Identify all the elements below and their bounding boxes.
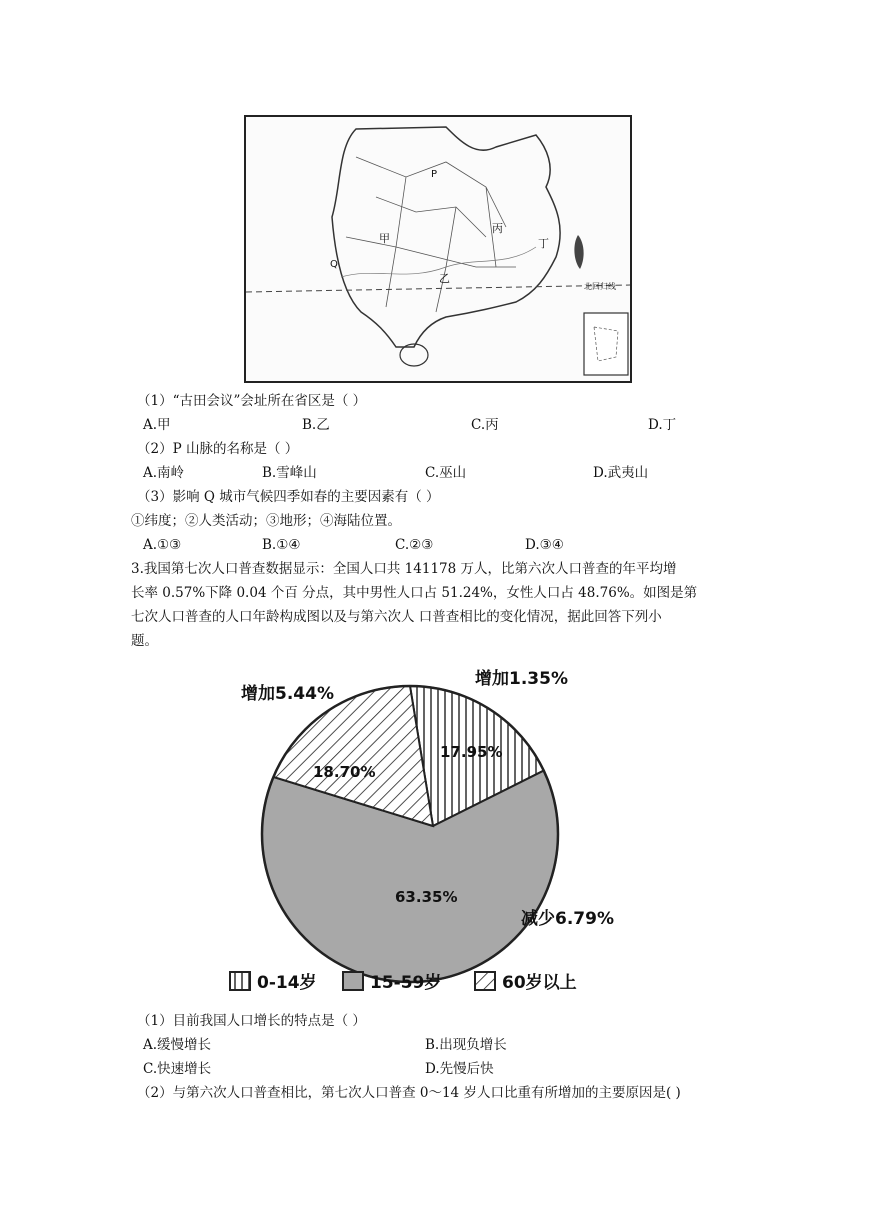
map-label-q: Q: [330, 259, 338, 270]
q2-2-option-b: B.雪峰山: [262, 465, 317, 481]
q2-1-option-d: D.丁: [648, 417, 677, 433]
map-label-jia: 甲: [379, 232, 390, 245]
q3-2-stem: （2）与第六次人口普查相比，第七次人口普查 0～14 岁人口比重有所增加的主要原因是( ): [137, 1085, 681, 1101]
pie-change-label-0: 增加1.35%: [475, 669, 568, 689]
q2-3-option-c: C.②③: [395, 537, 434, 553]
legend-swatch-1: [343, 972, 363, 990]
q3-intro-line-2: 长率 0.57%下降 0.04 个百 分点，其中男性人口占 51.24%，女性人口占 48.76%。如图是第: [131, 585, 698, 601]
legend-swatch-0: [230, 972, 250, 990]
q2-1-option-a: A.甲: [143, 417, 171, 433]
q2-2-option-c: C.巫山: [425, 465, 467, 481]
pie-svg: [225, 662, 645, 1002]
pie-change-label-1: 减少6.79%: [521, 909, 614, 929]
q2-3-option-a: A.①③: [143, 537, 182, 553]
south-sea-inset: [584, 313, 628, 375]
q2-3-stem: （3）影响 Q 城市气候四季如春的主要因素有（ ）: [137, 489, 440, 505]
q2-1-stem: （1）“古田会议”会址所在省区是（ ）: [137, 393, 367, 409]
taiwan-island: [574, 235, 583, 269]
pie-value-label-0: 17.95%: [440, 743, 503, 761]
map-label-yi: 乙: [439, 272, 450, 285]
q2-3-option-b: B.①④: [262, 537, 301, 553]
q2-2-stem: （2）P 山脉的名称是（ ）: [137, 441, 299, 457]
q2-1-option-c: C.丙: [471, 417, 499, 433]
q3-1-stem: （1）目前我国人口增长的特点是（ ）: [137, 1013, 366, 1029]
legend-label-1: 15-59岁: [370, 973, 442, 993]
q2-2-option-d: D.武夷山: [593, 465, 649, 481]
pie-value-label-2: 18.70%: [313, 763, 376, 781]
map-drawing: [246, 117, 630, 381]
q2-2-option-a: A.南岭: [143, 465, 185, 481]
q3-1-option-c: C.快速增长: [143, 1061, 212, 1077]
map-northern-border: [332, 127, 560, 347]
map-label-bing: 丙: [492, 222, 503, 235]
q2-3-factors: ①纬度；②人类活动；③地形；④海陆位置。: [131, 513, 401, 529]
q3-intro-line-1: 3.我国第七次人口普查数据显示：全国人口共 141178 万人，比第六次人口普查的年平均增: [131, 561, 677, 577]
pie-change-label-2: 增加5.44%: [241, 684, 334, 704]
map-label-p: P: [431, 169, 438, 180]
map-label-tropic: 北回归线: [584, 282, 616, 291]
q3-1-option-d: D.先慢后快: [425, 1061, 494, 1077]
q3-intro-line-3: 七次人口普查的人口年龄构成图以及与第六次人 口普查相比的变化情况，据此回答下列小: [131, 609, 662, 625]
q2-1-option-b: B.乙: [302, 417, 330, 433]
china-map-figure: [244, 115, 632, 383]
q3-1-option-a: A.缓慢增长: [143, 1037, 212, 1053]
tropic-line: [246, 285, 630, 292]
legend-label-0: 0-14岁: [257, 973, 317, 993]
legend-label-2: 60岁以上: [502, 973, 577, 993]
legend-swatch-2: [475, 972, 495, 990]
q2-3-option-d: D.③④: [525, 537, 564, 553]
population-age-pie-chart: [225, 662, 645, 1002]
q3-intro-line-4: 题。: [131, 633, 158, 649]
pie-value-label-1: 63.35%: [395, 888, 458, 906]
map-label-ding: 丁: [538, 237, 549, 250]
q3-1-option-b: B.出现负增长: [425, 1037, 507, 1053]
